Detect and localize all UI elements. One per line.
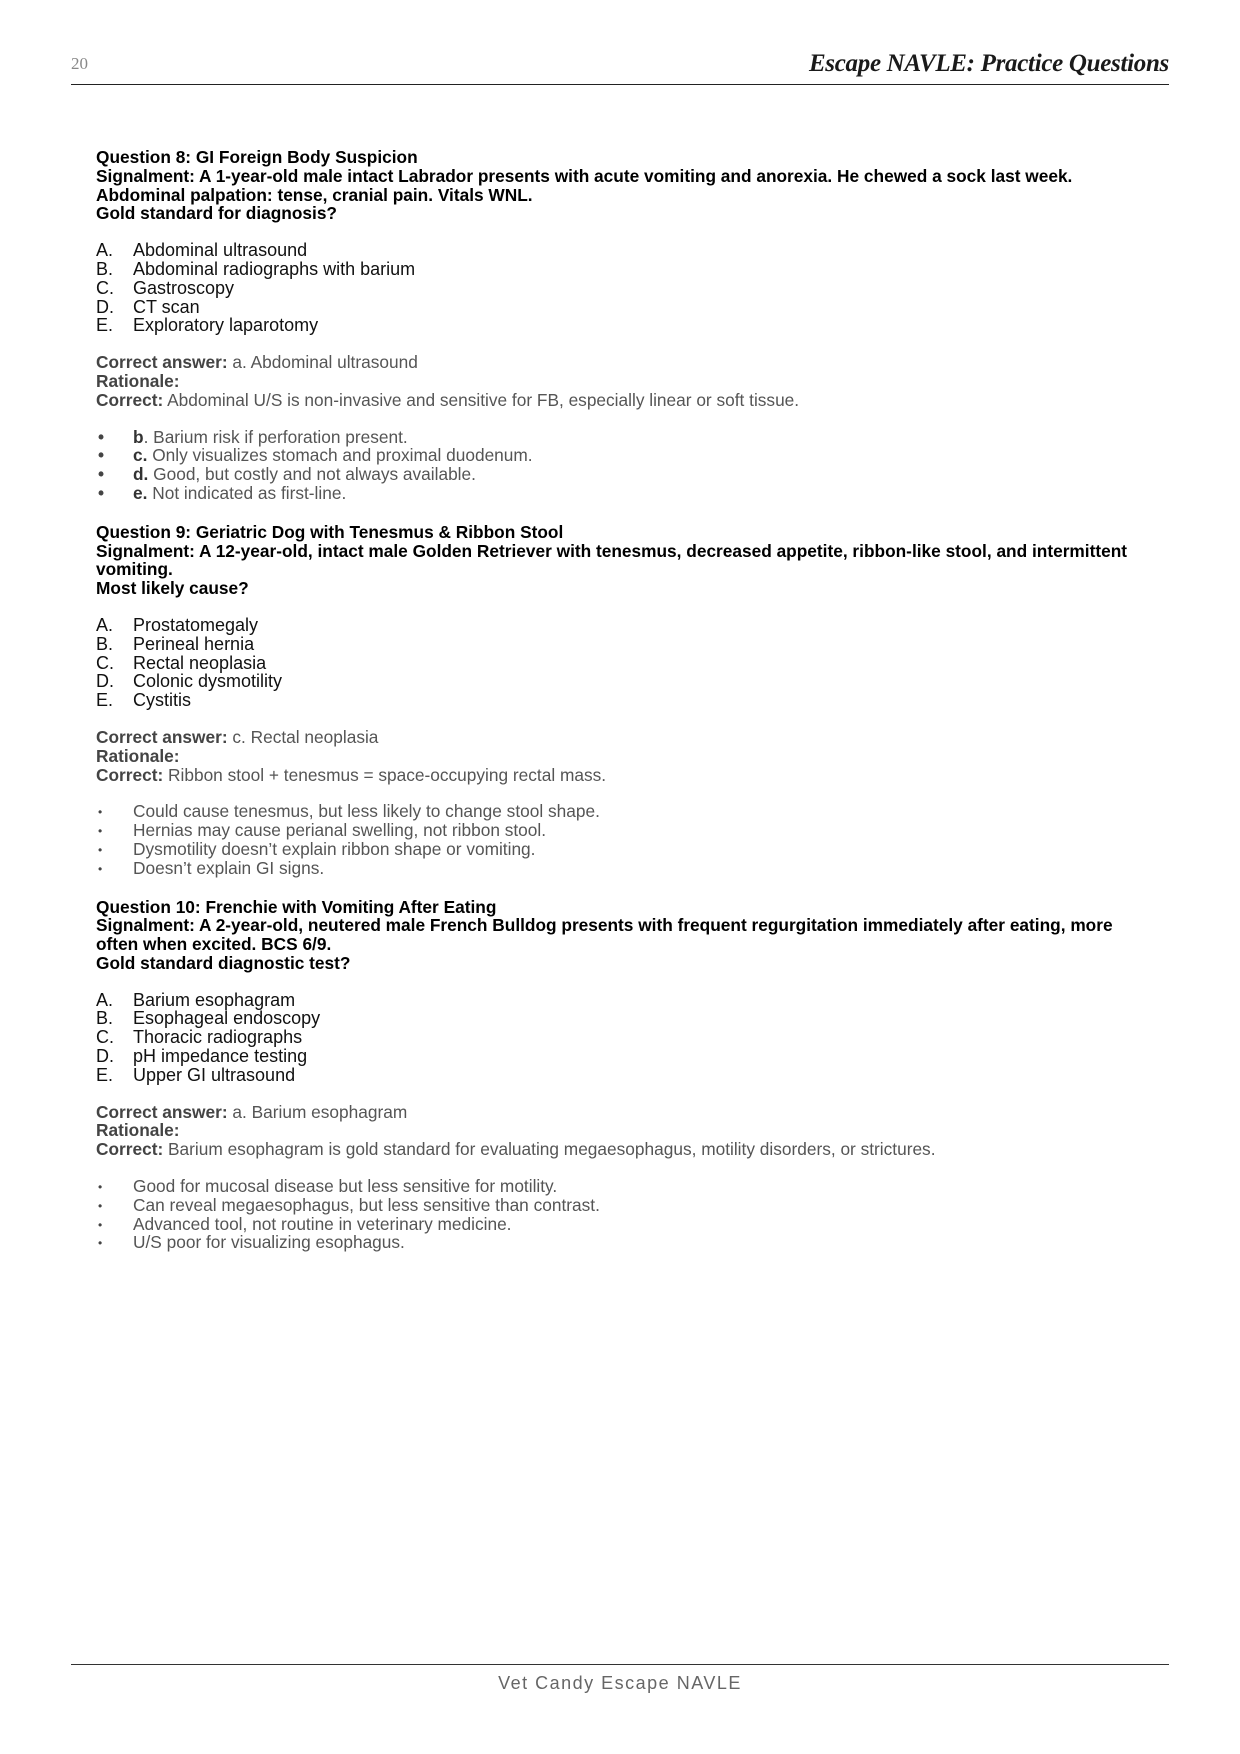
option-text: Gastroscopy [133,277,235,298]
correct-answer-label: Correct answer: [96,726,228,747]
answer-block [96,353,1132,409]
correct-label: Correct: [96,389,164,410]
option-letter: B. [96,633,114,654]
answer-options [96,241,1132,335]
page-number: 20 [71,54,88,73]
option-text: Perineal hernia [133,633,255,654]
option-letter: D. [96,1046,114,1067]
bullet-icon: • [98,1236,103,1251]
option-b [96,635,1132,654]
option-letter: C. [96,277,114,298]
question-title: Question 10: Frenchie with Vomiting After Eating [96,896,497,917]
list-item: • Can reveal megaesophagus, but less sensitive than contrast. [98,1194,600,1215]
list-item: • b. Barium risk if perforation present. [98,426,408,447]
option-text: Exploratory laparotomy [133,315,319,336]
bullet-icon: • [98,842,103,857]
option-d [96,298,1132,317]
distractor-rationale-list [96,802,1132,877]
question-title: Question 8: GI Foreign Body Suspicion [96,147,418,167]
bullet-icon: • [98,426,105,447]
signalment: Signalment: A 1-year-old male intact Labrador presents with acute vomiting and anorexia. He chewed a sock last week. Abdominal palpation: tense, cranial pain. Vitals WNL. [96,165,1073,205]
option-c [96,654,1132,673]
signalment: Signalment: A 2-year-old, neutered male French Bulldog presents with frequent regurgitation immediately after eating, more often when excited. BCS 6/9. [96,915,1113,955]
page-header [71,40,1169,85]
option-a [96,616,1132,635]
question-header [96,523,1132,598]
question-header [96,148,1132,223]
option-letter: D. [96,671,114,692]
option-c [96,279,1132,298]
option-letter: A. [96,614,114,635]
question-prompt: Gold standard for diagnosis? [96,203,337,224]
list-item: • Could cause tenesmus, but less likely to change stool shape. [98,801,600,822]
question-8 [96,148,1132,503]
option-text: Colonic dysmotility [133,671,283,692]
option-letter: E. [96,690,114,711]
correct-answer-label: Correct answer: [96,1101,228,1122]
distractor-rationale-list [96,1177,1132,1252]
bullet-icon: • [98,824,103,839]
question-10 [96,898,1132,1253]
option-a [96,991,1132,1010]
question-9 [96,523,1132,878]
list-item: • Doesn’t explain GI signs. [98,857,325,878]
answer-options [96,991,1132,1085]
option-text: pH impedance testing [133,1046,308,1067]
list-item: • U/S poor for visualizing esophagus. [98,1232,405,1253]
rationale-label: Rationale: [96,1120,180,1141]
correct-answer-value: a. Abdominal ultrasound [232,352,418,373]
question-prompt: Most likely cause? [96,578,249,599]
option-letter: C. [96,1027,114,1048]
correct-answer-line [96,1103,1132,1122]
question-header [96,898,1132,973]
option-letter: B. [96,258,114,279]
answer-block [96,1103,1132,1159]
page-content [96,148,1132,1272]
option-letter: E. [96,1064,114,1085]
option-letter: D. [96,296,114,317]
option-b [96,1009,1132,1028]
list-item: • d. Good, but costly and not always available. [98,464,476,485]
distractor-rationale-list [96,428,1132,503]
bullet-icon: • [98,445,105,466]
list-item: • Dysmotility doesn’t explain ribbon shape or vomiting. [98,838,536,859]
book-title: Escape NAVLE: Practice Questions [808,50,1169,77]
option-text: Cystitis [133,690,191,711]
bullet-icon: • [98,1180,103,1195]
list-item: • e. Not indicated as first-line. [98,482,347,503]
signalment: Signalment: A 12-year-old, intact male Golden Retriever with tenesmus, decreased appetite, ribbon-like stool, and intermittent vomiting. [96,540,1128,580]
list-item: • Hernias may cause perianal swelling, not ribbon stool. [98,820,547,841]
list-item: • c. Only visualizes stomach and proximal duodenum. [98,445,533,466]
option-letter: C. [96,652,114,673]
rationale-label: Rationale: [96,745,180,766]
correct-rationale-text: Abdominal U/S is non-invasive and sensitive for FB, especially linear or soft tissue. [167,389,800,410]
bullet-icon: • [98,482,105,503]
option-text: Rectal neoplasia [133,652,267,673]
option-text: Abdominal ultrasound [133,240,308,261]
rationale-label: Rationale: [96,370,180,391]
option-text: CT scan [133,296,200,317]
option-e [96,1066,1132,1085]
correct-rationale-text: Ribbon stool + tenesmus = space-occupying rectal mass. [168,764,607,785]
correct-answer-value: c. Rectal neoplasia [232,726,379,747]
option-e [96,691,1132,710]
list-item: • Advanced tool, not routine in veterinary medicine. [98,1213,512,1234]
bullet-icon: • [98,1198,103,1213]
question-title: Question 9: Geriatric Dog with Tenesmus & Ribbon Stool [96,521,564,542]
bullet-icon: • [98,805,103,820]
option-text: Upper GI ultrasound [133,1064,296,1085]
option-text: Esophageal endoscopy [133,1008,321,1029]
correct-label: Correct: [96,1139,164,1160]
correct-rationale-text: Barium esophagram is gold standard for evaluating megaesophagus, motility disorders, or strictures. [168,1139,936,1160]
correct-answer-value: a. Barium esophagram [232,1101,408,1122]
correct-answer-label: Correct answer: [96,352,228,373]
correct-rationale-line [96,766,1132,785]
option-letter: B. [96,1008,114,1029]
option-letter: A. [96,989,114,1010]
bullet-icon: • [98,464,105,485]
correct-answer-line [96,728,1132,747]
option-text: Barium esophagram [133,989,296,1010]
option-c [96,1028,1132,1047]
option-text: Thoracic radiographs [133,1027,303,1048]
option-d [96,672,1132,691]
option-e [96,316,1132,335]
bullet-icon: • [98,1217,103,1232]
bullet-icon: • [98,861,103,876]
option-b [96,260,1132,279]
page-footer: Vet Candy Escape NAVLE [498,1673,742,1693]
option-text: Prostatomegaly [133,614,259,635]
correct-answer-line [96,353,1132,372]
answer-options [96,616,1132,710]
option-letter: E. [96,315,114,336]
list-item: • Good for mucosal disease but less sensitive for motility. [98,1176,558,1197]
option-text: Abdominal radiographs with barium [133,258,416,279]
correct-rationale-line [96,391,1132,410]
footer-divider [71,1664,1169,1665]
correct-label: Correct: [96,764,164,785]
option-a [96,241,1132,260]
question-prompt: Gold standard diagnostic test? [96,952,351,973]
correct-rationale-line [96,1140,1132,1159]
option-d [96,1047,1132,1066]
answer-block [96,728,1132,784]
option-letter: A. [96,240,114,261]
